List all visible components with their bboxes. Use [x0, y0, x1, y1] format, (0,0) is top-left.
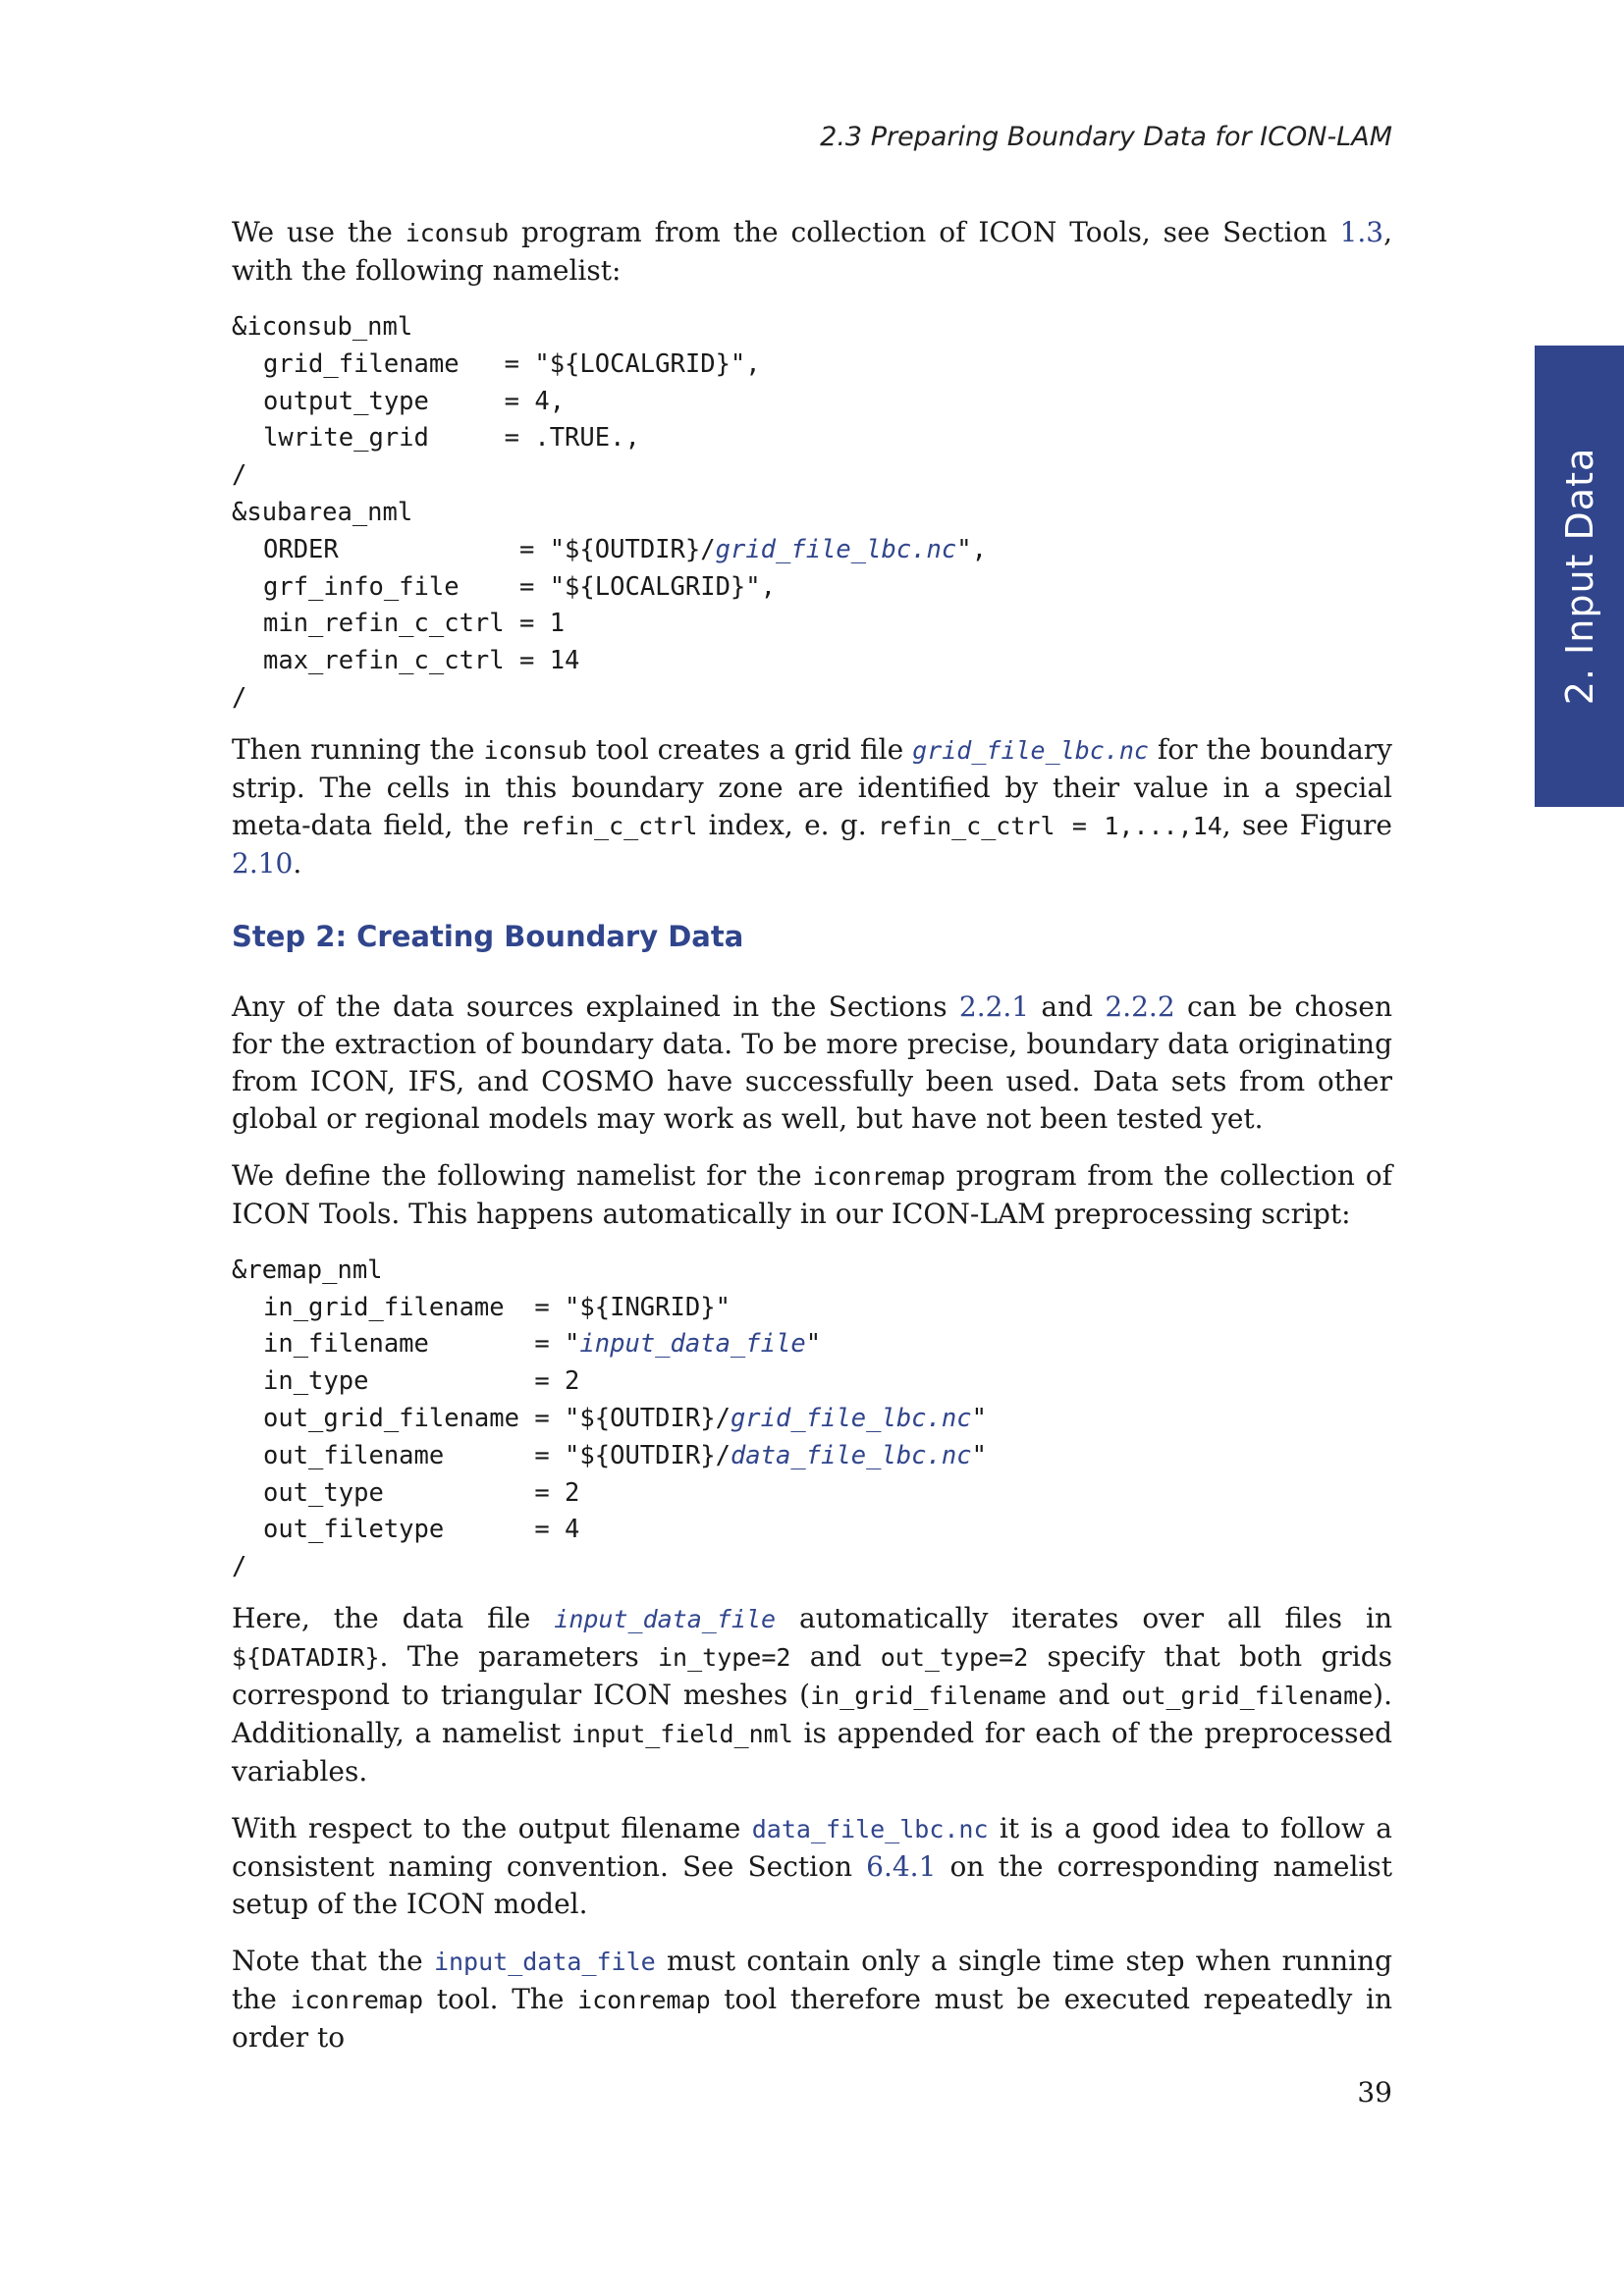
nml-line: &subarea_nml — [232, 497, 413, 527]
paragraph-data-sources: Any of the data sources explained in the Sections 2.2.1 and 2.2.2 can be chosen for the extraction of boundary data. To be more precise, boundary data originating from ICON, IFS, and COSMO have successfully been used. Data sets from other global or regional models may work as well, but have not been tested yet. — [232, 989, 1392, 1135]
code-out-grid-filename: out_grid_filename — [1121, 1681, 1374, 1710]
code-refin-range: refin_c_ctrl = 1,...,14 — [877, 811, 1222, 840]
code-iconremap: iconremap — [290, 1985, 424, 2014]
link-section-1-3[interactable]: 1.3 — [1339, 216, 1384, 248]
code-in-type: in_type=2 — [658, 1642, 791, 1672]
code-iconremap: iconremap — [812, 1161, 946, 1191]
link-section-6-4-1[interactable]: 6.4.1 — [866, 1849, 937, 1883]
page-content — [232, 214, 1392, 2076]
chapter-side-tab — [1535, 346, 1624, 807]
nml-line: min_refin_c_ctrl = 1 — [263, 609, 566, 639]
link-input-data-file[interactable]: input_data_file — [433, 1947, 656, 1976]
code-out-type: out_type=2 — [880, 1642, 1029, 1672]
nml-line: grid_filename = "${LOCALGRID}", — [263, 348, 761, 379]
paragraph-iconremap-intro: We define the following namelist for the iconremap program from the collection of ICON Tools. This happens automatically in our ICON-LAM preprocessing script: — [232, 1158, 1392, 1230]
nml-line: in_grid_filename = "${INGRID}" — [263, 1292, 731, 1322]
code-in-grid-filename: in_grid_filename — [810, 1681, 1047, 1710]
file-grid-lbc: grid_file_lbc.nc — [912, 735, 1149, 765]
link-section-2-2-2[interactable]: 2.2.2 — [1105, 989, 1175, 1023]
paragraph-single-time-step: Note that the input_data_file must contain only a single time step when running the iconremap tool. The iconremap tool therefore must be executed repeatedly in order to — [232, 1944, 1393, 2054]
paragraph-iconsub-intro — [232, 214, 1392, 290]
page-number: 39 — [1357, 2076, 1392, 2109]
text: We use the — [232, 216, 406, 248]
nml-line: / — [232, 460, 247, 491]
nml-line: lwrite_grid = .TRUE., — [263, 423, 640, 454]
nml-line: in_filename = "input_data_file" — [263, 1329, 822, 1360]
nml-line: grf_info_file = "${LOCALGRID}", — [263, 571, 776, 602]
step-2-heading: Step 2: Creating Boundary Data — [232, 919, 744, 953]
code-iconsub: iconsub — [483, 735, 587, 765]
paragraph-naming-convention: With respect to the output filename data_file_lbc.nc it is a good idea to follow a consistent naming convention. See Section 6.4.1 on the corresponding namelist setup of the ICON model. — [232, 1811, 1392, 1920]
link-figure-2-10[interactable]: 2.10 — [232, 846, 294, 880]
code-refin: refin_c_ctrl — [519, 811, 698, 840]
nml-line: out_grid_filename = "${OUTDIR}/grid_file_lbc.nc" — [263, 1403, 987, 1433]
running-header: 2.3 Preparing Boundary Data for ICON-LAM — [820, 122, 1392, 152]
link-section-2-2-1[interactable]: 2.2.1 — [958, 989, 1030, 1023]
nml-line: max_refin_c_ctrl = 14 — [263, 646, 580, 676]
nml-line: &remap_nml — [232, 1255, 383, 1285]
chapter-tab-label: 2. Input Data — [1557, 447, 1601, 706]
text: , with the following namelist: — [232, 216, 1392, 287]
nml-line: output_type = 4, — [263, 386, 566, 416]
nml-line: out_filetype = 4 — [263, 1515, 580, 1545]
nml-line: / — [232, 1552, 247, 1582]
nml-line: out_type = 2 — [263, 1477, 580, 1508]
code-datadir: ${DATADIR} — [232, 1642, 380, 1672]
nml-line: ORDER = "${OUTDIR}/grid_file_lbc.nc", — [263, 534, 987, 564]
nml-line: / — [232, 682, 247, 713]
nml-line: &iconsub_nml — [232, 312, 413, 342]
code-iconsub: iconsub — [405, 219, 510, 247]
code-input-field-nml: input_field_nml — [571, 1719, 793, 1748]
text: program from the collection of ICON Tools, see Section — [509, 216, 1340, 248]
nml-line: in_type = 2 — [263, 1366, 580, 1397]
link-data-file-lbc[interactable]: data_file_lbc.nc — [751, 1814, 989, 1843]
namelist-remap — [232, 1253, 1392, 1586]
code-iconremap: iconremap — [577, 1985, 711, 2014]
paragraph-data-file-iteration: Here, the data file input_data_file automatically iterates over all files in ${DATADIR}. The parameters in_type=2 and out_type=2 specify that both grids correspond to triangular ICON meshes (in_grid_filename and out_grid_filename). Additionally, a namelist input_field_nml is appended for each of the preprocessed variables. — [232, 1601, 1392, 1788]
namelist-iconsub — [232, 309, 1392, 718]
paragraph-iconsub-result: Then running the iconsub tool creates a grid file grid_file_lbc.nc for the boundary strip. The cells in this boundary zone are identified by their value in a special meta-data field, the refin_c_ctrl index, e. g. refin_c_ctrl = 1,...,14, see Figure 2.10. — [232, 732, 1393, 880]
file-input-data: input_data_file — [554, 1604, 777, 1633]
nml-line: out_filename = "${OUTDIR}/data_file_lbc.nc" — [263, 1440, 987, 1470]
